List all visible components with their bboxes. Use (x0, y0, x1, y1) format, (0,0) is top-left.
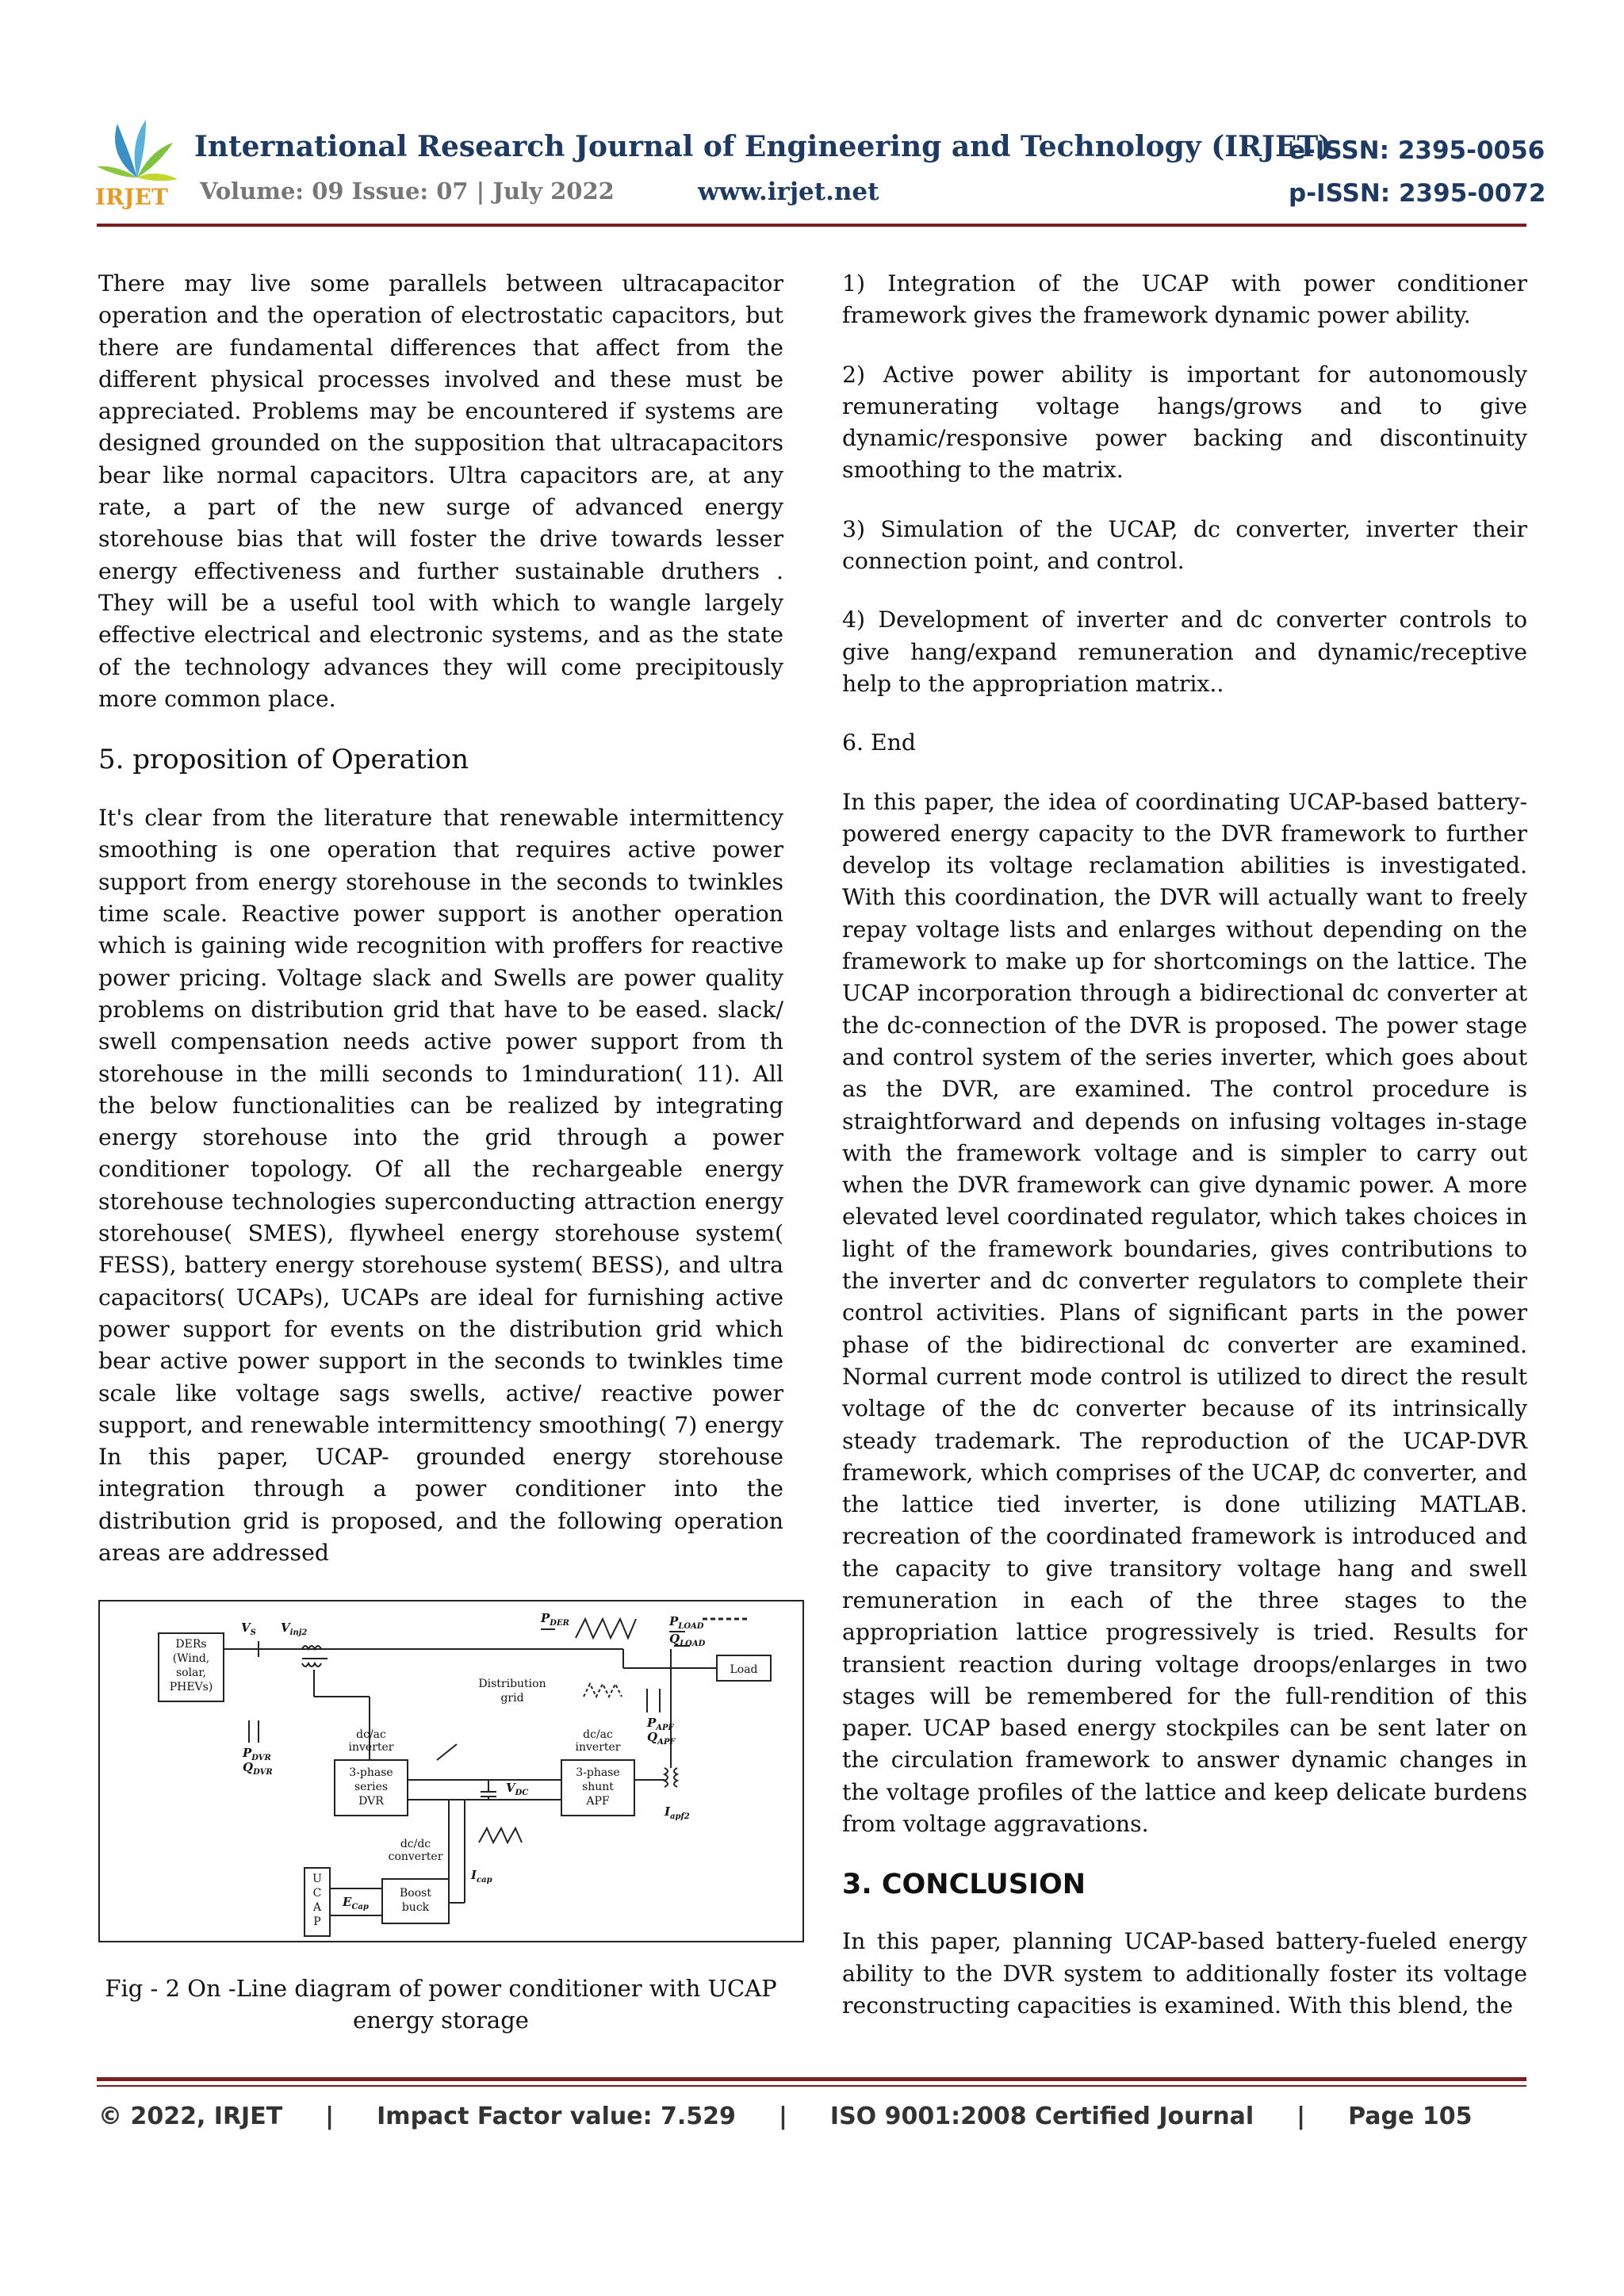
ucap-waveform (479, 1828, 522, 1843)
journal-logo (94, 116, 181, 209)
series-dvr-label: series (354, 1781, 389, 1793)
footer-divider (97, 2077, 1526, 2081)
icap-label: $I_{cap}$ (471, 1868, 492, 1885)
ucap-label: U (312, 1873, 322, 1885)
e-issn: e-ISSN: 2395-0056 (1289, 136, 1545, 165)
journal-title: International Research Journal of Engineering and Technology (IRJET) (194, 130, 1332, 163)
logo-leaves-icon (94, 116, 181, 209)
vs-label: $V_S$ (241, 1621, 256, 1637)
figure-caption: Fig - 2 On -Line diagram of power conditioner with UCAP energy storage (105, 1975, 777, 2034)
list-item-4: 4) Development of inverter and dc converter controls to give hang/expand remuneration and dynamic/receptive help to the appropriation matrix.. (842, 607, 1527, 697)
series-dvr-label: 3-phase (349, 1766, 393, 1779)
header-divider (97, 224, 1526, 227)
list-item-3: 3) Simulation of the UCAP, dc converter, inverter their connection point, and control. (842, 515, 1527, 575)
pder-label: $P_{DER}$ (541, 1611, 569, 1628)
section-heading-conclusion: 3. CONCLUSION (842, 1869, 1086, 1901)
p-issn: p-ISSN: 2395-0072 (1289, 179, 1546, 208)
dcac-right-label: dc/ac (583, 1728, 613, 1741)
shunt-apf-label: shunt (582, 1781, 614, 1793)
list-item-2: 2) Active power ability is important for autonomously remunerating voltage hangs/grows and to give dynamic/responsive power backing and discontinuity smoothing to the matrix. (842, 361, 1527, 484)
paragraph-conclusion: In this paper, planning UCAP-based battery-fueled energy ability to the DVR system to additionally foster its voltage reconstructing capacities is examined. With this blend, the (842, 1928, 1527, 2019)
ders-label: solar, (175, 1667, 207, 1679)
figure-diagram (98, 1600, 804, 1942)
dcac-left-label: dc/ac (356, 1728, 386, 1741)
journal-website-link[interactable]: www.irjet.net (698, 178, 879, 206)
volume-info: Volume: 09 Issue: 07 | July 2022 (200, 178, 615, 205)
dcdc-label: converter (388, 1850, 443, 1863)
ucap-label: C (312, 1887, 322, 1900)
power-conditioner-diagram (100, 1601, 802, 1941)
pdvr-label: $P_{DVR}$ (243, 1746, 271, 1762)
vdc-label: $V_{DC}$ (506, 1781, 529, 1797)
vinj-label: $V_{inj2}$ (281, 1621, 308, 1637)
footer-copyright: © 2022, IRJET (98, 2103, 283, 2130)
footer-impact-factor: Impact Factor value: 7.529 (377, 2103, 736, 2130)
ucap-label: P (313, 1915, 321, 1928)
footer-iso: ISO 9001:2008 Certified Journal (829, 2103, 1254, 2130)
paragraph-ultracapacitor: There may live some parallels between ultracapacitor operation and the operation of electrostatic capacitors, but there are fundamental differences that affect from the different physical processes involved and these must be appreciated. Problems may be encountered if systems are designed grounded on the supposition that ultracapacitors bear like normal capacitors. Ultra capacitors are, at any rate, a part of the new surge of advanced energy storehouse bias that will foster the drive towards lesser energy effectiveness and further sustainable druthers . They will be a useful tool with which to wangle largely effective electrical and electronic systems, and as the state of the technology advances they will come precipitously more common place. (98, 270, 783, 712)
ecap-label: $E_{Cap}$ (343, 1895, 369, 1911)
dcac-right-label: inverter (575, 1741, 621, 1754)
left-column (98, 268, 783, 1596)
pload-label: $P_{LOAD}$ (669, 1614, 704, 1631)
qapf-label: $Q_{APF}$ (647, 1730, 676, 1747)
shunt-apf-label: 3-phase (576, 1766, 620, 1779)
grid-label: grid (500, 1692, 524, 1705)
boost-buck-label: Boost (400, 1887, 431, 1900)
papf-label: $P_{APF}$ (647, 1716, 674, 1732)
paragraph-end: In this paper, the idea of coordinating UCAP-based battery-powered energy capacity to the DVR framework to further develop its voltage reclamation abilities is investigated. With this coordination, the DVR will actually want to freely repay voltage lists and enlarges without depending on the framework to make up for shortcomings on the lattice. The UCAP incorporation through a bidirectional dc converter at the dc-connection of the DVR is proposed. The power stage and control system of the series inverter, which goes about as the DVR, are examined. The control procedure is straightforward and depends on infusing voltages in-stage with the framework voltage and is simpler to carry out when the DVR framework can give dynamic power. A more elevated level coordinated regulator, which takes choices in light of the framework boundaries, gives contributions to the inverter and dc converter regulators to complete their control activities. Plans of significant parts in the power phase of the bidirectional dc converter are examined. Normal current mode control is utilized to direct the result voltage of the dc converter because of its intrinsically steady trademark. The reproduction of the UCAP-DVR framework, which comprises of the UCAP, dc converter, and the lattice tied inverter, is done utilizing MATLAB. recreation of the coordinated framework is introduced and the capacity to give transitory voltage hang and swell remuneration in each of the three stages to the appropriation lattice progressively is tried. Results for transient reaction during voltage droops/enlarges in two stages will be remembered for the full-rendition of this paper. UCAP based energy stockpiles can be sent later on the circulation framework to answer dynamic changes in the voltage profiles of the lattice and keep delicate burdens from voltage aggravations. (842, 788, 1527, 1838)
footer-page-number: Page 105 (1348, 2103, 1473, 2130)
iapf-label: $I_{apf2}$ (665, 1804, 690, 1821)
dcdc-label: dc/dc (400, 1838, 431, 1850)
grid-waveform (584, 1684, 622, 1697)
load-label: Load (730, 1663, 758, 1676)
shunt-apf-label: APF (586, 1795, 610, 1808)
footer-divider-thin (97, 2085, 1526, 2087)
section-heading-proposition: 5. proposition of Operation (98, 744, 469, 776)
right-column (842, 268, 1527, 2049)
grid-label: Distribution (478, 1678, 546, 1690)
page-footer: © 2022, IRJET | Impact Factor value: 7.529 | ISO 9001:2008 Certified Journal | Page 105 (98, 2103, 1473, 2130)
qdvr-label: $Q_{DVR}$ (243, 1760, 273, 1777)
paragraph-operation: It's clear from the literature that renewable intermittency smoothing is one operation that requires active power support from energy storehouse in the seconds to twinkles time scale. Reactive power support is another operation which is gaining wide recognition with proffers for reactive power pricing. Voltage slack and Swells are power quality problems on distribution grid that have to be eased. slack/ swell compensation needs active power support from th storehouse in the milli seconds to 1minduration( 11). All the below functionalities can be realized by integrating energy storehouse into the grid through a power conditioner topology. Of all the rechargeable energy storehouse technologies superconducting attraction energy storehouse( SMES), flywheel energy storehouse system( FESS), battery energy storehouse system( BESS), and ultra capacitors( UCAPs), UCAPs are ideal for furnishing active power support for events on the distribution grid which bear active power support in the seconds to twinkles time scale like voltage sags swells, active/ reactive power support, and renewable intermittency smoothing( 7) energy In this paper, UCAP- grounded energy storehouse integration through a power conditioner into the distribution grid is proposed, and the following operation areas are addressed (98, 805, 783, 1566)
series-dvr-label: DVR (358, 1795, 384, 1808)
ders-label: DERs (175, 1638, 207, 1651)
boost-buck-label: buck (401, 1901, 430, 1914)
pder-waveform (576, 1619, 636, 1638)
ucap-label: A (312, 1901, 322, 1914)
list-item-1: 1) Integration of the UCAP with power conditioner framework gives the framework dynamic power ability. (842, 270, 1527, 329)
qload-label: $Q_{LOAD}$ (669, 1632, 706, 1648)
logo-text: IRJET (95, 184, 168, 209)
dcac-left-label: inverter (348, 1741, 394, 1754)
ders-label: (Wind, (172, 1652, 210, 1665)
section-heading-end: 6. End (842, 729, 916, 756)
ders-label: PHEVs) (169, 1681, 213, 1693)
